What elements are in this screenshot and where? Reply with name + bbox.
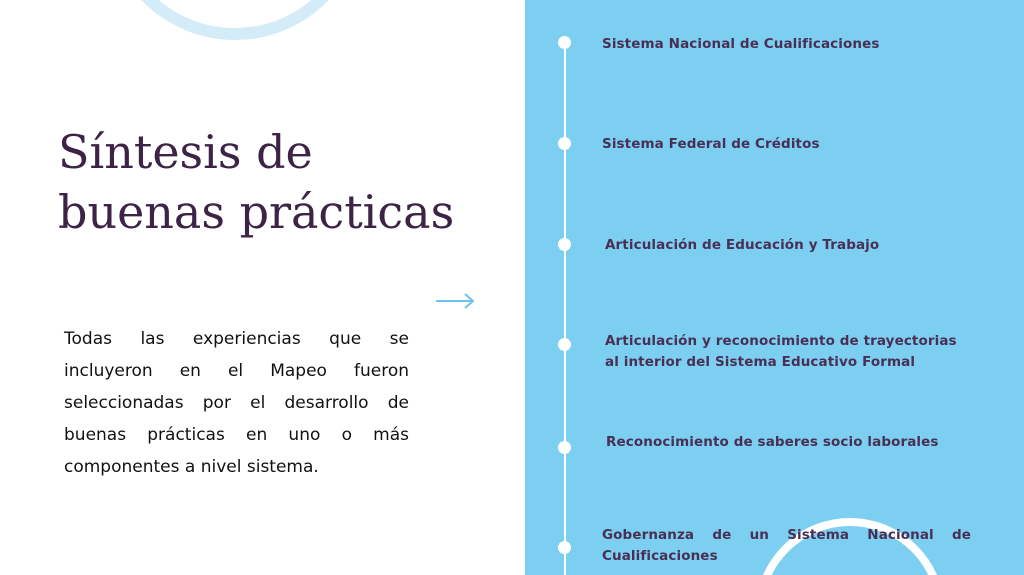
timeline-dot (558, 36, 571, 49)
timeline-line (564, 40, 566, 575)
timeline-label: Reconocimiento de saberes socio laborales (606, 434, 939, 450)
decorative-circle-top (105, 0, 365, 40)
timeline-label: Articulación y reconocimiento de trayectorias al interior del Sistema Educativo Formal (605, 333, 957, 370)
timeline-label: Sistema Federal de Créditos (602, 136, 820, 152)
title-line-1: Síntesis de (58, 125, 313, 179)
timeline-panel (525, 0, 1024, 575)
timeline-dot (558, 137, 571, 150)
timeline-dot (558, 541, 571, 554)
title-line-2: buenas prácticas (58, 185, 455, 239)
timeline-label: Gobernanza de un Sistema Nacional de Cualificaciones (602, 527, 971, 564)
slide-title (58, 122, 508, 242)
timeline-dot (558, 238, 571, 251)
timeline-dot (558, 338, 571, 351)
arrow-right-icon (434, 290, 476, 312)
body-paragraph: Todas las experiencias que se incluyeron en el Mapeo fueron seleccionadas por el desarrollo de buenas prácticas en uno o más componentes a nivel sistema. (64, 329, 409, 477)
timeline-dot (558, 441, 571, 454)
timeline-label: Articulación de Educación y Trabajo (605, 237, 880, 253)
timeline-label: Sistema Nacional de Cualificaciones (602, 36, 880, 52)
